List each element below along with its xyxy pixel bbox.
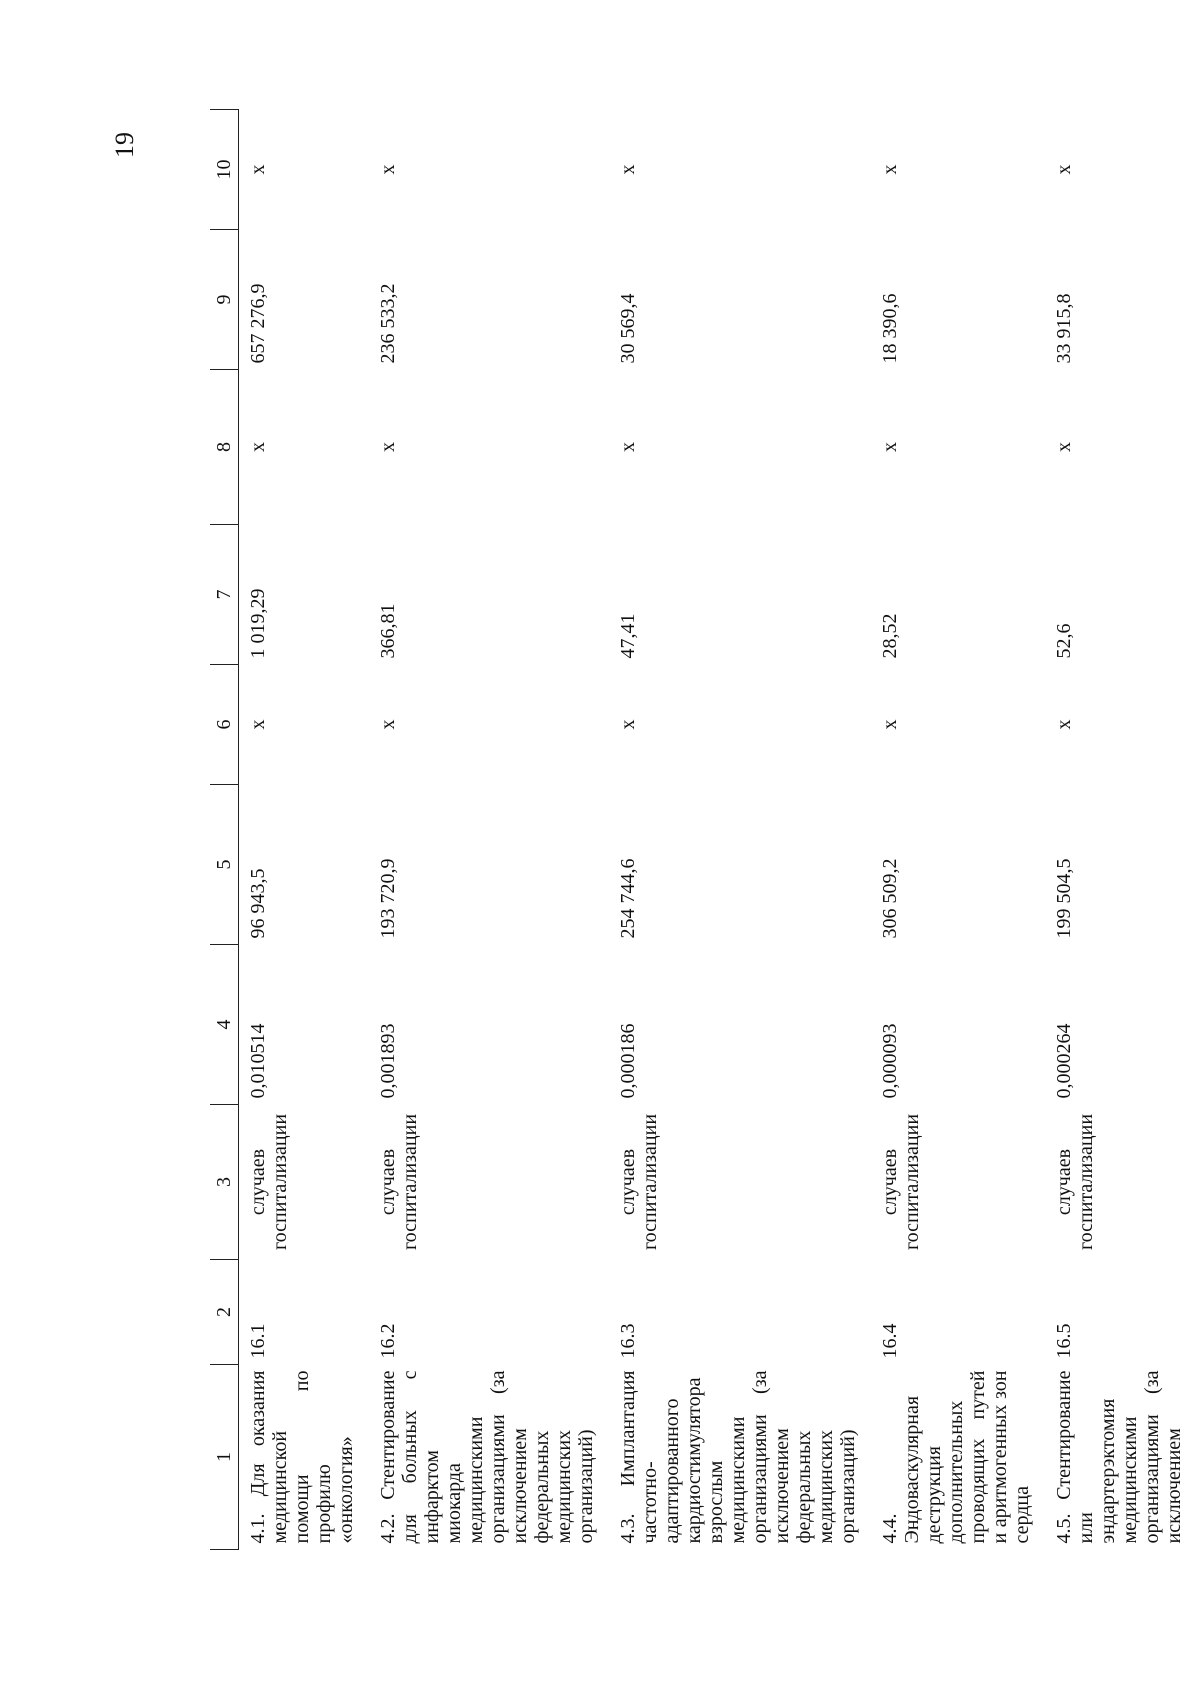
row-unit: случаев госпитализации xyxy=(617,1113,661,1251)
cell-col9: 18 390,6 xyxy=(879,293,901,364)
cell-col9: 33 915,8 xyxy=(1053,293,1075,364)
cell-col5: 96 943,5 xyxy=(247,868,269,939)
row-unit: случаев госпитализации xyxy=(247,1113,291,1251)
col-header-9: 9 xyxy=(210,230,239,370)
row-code: 16.5 xyxy=(1053,1323,1075,1359)
cell-col4: 0,010514 xyxy=(247,1023,269,1099)
col-header-7: 7 xyxy=(210,525,239,665)
row-code: 16.4 xyxy=(879,1323,901,1359)
cell-col6: x xyxy=(377,719,399,730)
cell-col8: x xyxy=(377,442,399,452)
cell-col7: 47,41 xyxy=(617,613,639,659)
row-code: 16.2 xyxy=(377,1323,399,1359)
data-table xyxy=(210,109,1197,1550)
cell-col6: x xyxy=(247,719,269,730)
cell-col4: 0,000186 xyxy=(617,1023,639,1099)
cell-col7: 28,52 xyxy=(879,613,901,659)
row-name: 4.3. Имплантация частотно-адаптированного кардиостимулятора взрослым медицинскими организациями (за исключением федеральных медицинских организаций) xyxy=(617,1370,859,1544)
cell-col10: x xyxy=(377,164,399,175)
col-header-2: 2 xyxy=(210,1260,239,1365)
row-name: 4.5. Стентирование или эндартерэктомия медицинскими организациями (за исключением xyxy=(1053,1370,1185,1544)
cell-col10: x xyxy=(617,164,639,175)
cell-col8: x xyxy=(247,442,269,452)
cell-col7: 52,6 xyxy=(1053,623,1075,659)
row-unit: случаев госпитализации xyxy=(377,1113,421,1251)
page-number: 19 xyxy=(110,132,139,158)
col-header-3: 3 xyxy=(210,1105,239,1260)
col-header-5: 5 xyxy=(210,785,239,945)
row-name: 4.1. Для оказания медицинской помощи по профилю «онкология» xyxy=(247,1370,357,1544)
cell-col5: 254 744,6 xyxy=(617,858,639,939)
table-row xyxy=(609,110,871,1550)
cell-col6: x xyxy=(617,719,639,730)
cell-col9: 236 533,2 xyxy=(377,283,399,364)
row-code: 16.1 xyxy=(247,1323,269,1359)
row-name: 4.4. Эндоваскулярная деструкция дополнительных проводящих путей и аритмогенных зон сердца xyxy=(879,1370,1033,1544)
cell-col10: x xyxy=(1053,164,1075,175)
row-name: 4.2. Стентирование для больных с инфарктом миокарда медицинскими организациями (за исключением федеральных медицинских организаций) xyxy=(377,1370,597,1544)
table-row xyxy=(369,110,609,1550)
row-unit: случаев госпитализации xyxy=(1053,1113,1097,1251)
cell-col5: 306 509,2 xyxy=(879,858,901,939)
cell-col9: 657 276,9 xyxy=(247,283,269,364)
col-header-8: 8 xyxy=(210,370,239,525)
col-header-10: 10 xyxy=(210,110,239,230)
cell-col9: 30 569,4 xyxy=(617,293,639,364)
row-unit: случаев госпитализации xyxy=(879,1113,923,1251)
header-row xyxy=(210,110,239,1550)
cell-col6: x xyxy=(1053,719,1075,730)
row-code: 16.3 xyxy=(617,1323,639,1359)
table-row xyxy=(1045,110,1197,1550)
cell-col4: 0,001893 xyxy=(377,1023,399,1099)
cell-col10: x xyxy=(247,164,269,175)
cell-col8: x xyxy=(1053,442,1075,452)
cell-col4: 0,000093 xyxy=(879,1023,901,1099)
cell-col8: x xyxy=(879,442,901,452)
cell-col6: x xyxy=(879,719,901,730)
table-row xyxy=(239,110,370,1550)
cell-col10: x xyxy=(879,164,901,175)
cell-col5: 193 720,9 xyxy=(377,858,399,939)
cell-col5: 199 504,5 xyxy=(1053,858,1075,939)
col-header-6: 6 xyxy=(210,665,239,785)
col-header-1: 1 xyxy=(210,1365,239,1550)
table-row xyxy=(871,110,1045,1550)
rotated-table-sheet xyxy=(210,110,1185,1550)
col-header-4: 4 xyxy=(210,945,239,1105)
cell-col4: 0,000264 xyxy=(1053,1023,1075,1099)
cell-col7: 1 019,29 xyxy=(247,588,269,659)
cell-col8: x xyxy=(617,442,639,452)
cell-col7: 366,81 xyxy=(377,603,399,659)
